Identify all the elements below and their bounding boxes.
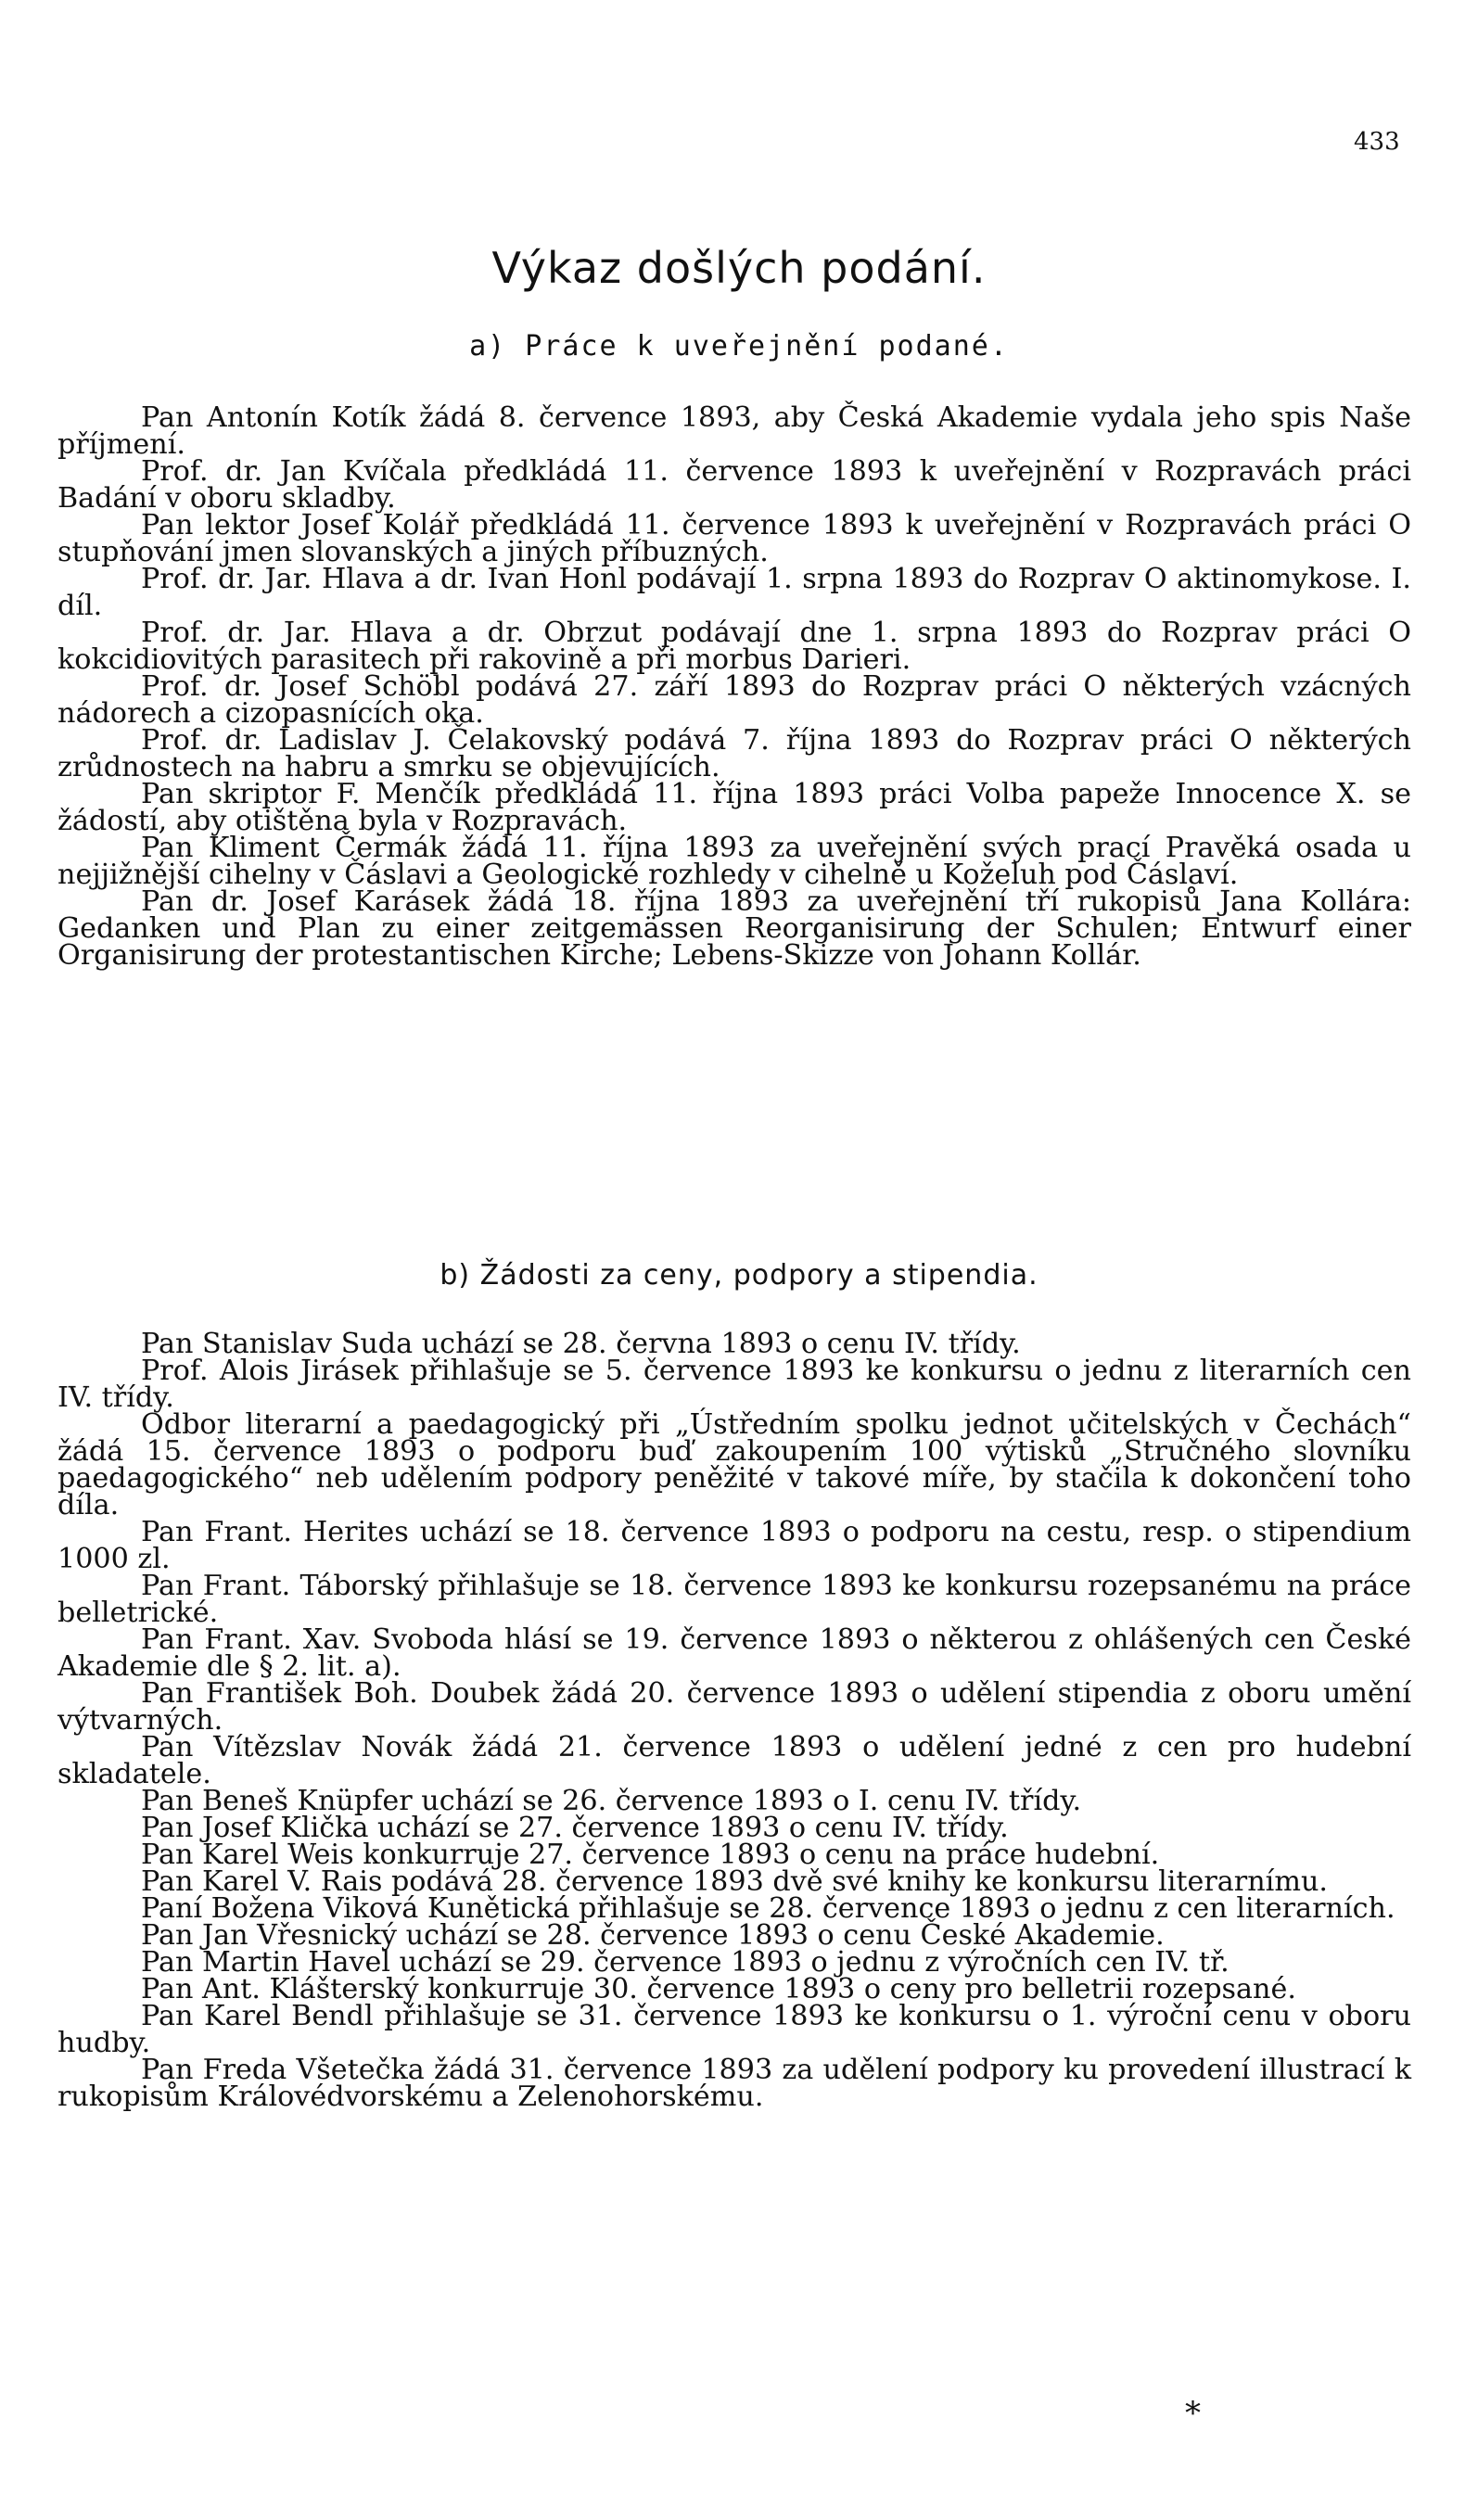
end-mark: * — [1185, 2395, 1201, 2432]
entry: Pan Frant. Herites uchází se 18. července 1893 o podporu na cestu, resp. o stipendium 1000 zl. — [57, 1516, 1411, 1575]
entry: Pan dr. Josef Karásek žádá 18. října 1893 za uveřejnění tří rukopisů Jana Kollára: Gedanken und Plan zu einer zeitgemässen Reorganisirung der Schulen; Entwurf einer Organisirung der protestantischen Kirche; Lebens-Skizze von Johann Kollár. — [57, 885, 1411, 972]
entry: Odbor literarní a paedagogický při „Ústředním spolku jednot učitelských v Čechách“ žádá 15. července 1893 o podporu buď zakoupením 100 výtisků „Stručného slovníku paedagogického“ neb udělením podpory peněžité v takové míře, by stačila k dokončení toho díla. — [57, 1408, 1411, 1521]
entry: Pan Josef Klička uchází se 27. července 1893 o cenu IV. třídy. — [141, 1812, 1009, 1844]
entry: Pan František Boh. Doubek žádá 20. července 1893 o udělení stipendia z oboru umění výtvarných. — [57, 1677, 1411, 1737]
entry: Pan Karel Weis konkurruje 27. července 1893 o cenu na práce hudební. — [141, 1839, 1160, 1871]
entry: Pan Antonín Kotík žádá 8. července 1893, aby Česká Akademie vydala jeho spis Naše příjmení. — [57, 401, 1411, 461]
entry: Pan Jan Vřesnický uchází se 28. července 1893 o cenu České Akademie. — [141, 1919, 1165, 1952]
entry: Pan Karel V. Rais podává 28. července 1893 dvě své knihy ke konkursu literarnímu. — [141, 1865, 1328, 1898]
entry: Pan Karel Bendl přihlašuje se 31. července 1893 ke konkursu o 1. výroční cenu v oboru hudby. — [57, 2000, 1411, 2059]
section-a-heading: a) Práce k uveřejnění podané. — [469, 330, 1009, 363]
entry: Prof. dr. Jar. Hlava a dr. Ivan Honl podávají 1. srpna 1893 do Rozprav O aktinomykose. I. díl. — [57, 563, 1411, 622]
entry: Pan skriptor F. Menčík předkládá 11. října 1893 práci Volba papeže Innocence X. se žádostí, aby otištěna byla v Rozpravách. — [57, 778, 1411, 837]
section-a-list — [57, 401, 1411, 972]
entry: Prof. dr. Jar. Hlava a dr. Obrzut podávají dne 1. srpna 1893 do Rozprav práci O kokcidiovitých parasitech při rakovině a při morbus Darieri. — [57, 617, 1411, 676]
entry: Prof. dr. Ladislav J. Čelakovský podává 7. října 1893 do Rozprav práci O některých zrůdnostech na habru a smrku se objevujících. — [57, 724, 1411, 783]
entry: Pan Vítězslav Novák žádá 21. července 1893 o udělení jedné z cen pro hudební skladatele. — [57, 1731, 1411, 1790]
entry: Pan Frant. Xav. Svoboda hlásí se 19. července 1893 o některou z ohlášených cen České Akademie dle § 2. lit. a). — [57, 1623, 1411, 1683]
page-number: 433 — [1354, 128, 1400, 156]
entry: Pan Martin Havel uchází se 29. července 1893 o jednu z výročních cen IV. tř. — [141, 1946, 1230, 1979]
entry: Prof. Alois Jirásek přihlašuje se 5. července 1893 ke konkursu o jednu z literarních cen IV. třídy. — [57, 1355, 1411, 1414]
section-b-heading: b) Žádosti za ceny, podpory a stipendia. — [440, 1259, 1038, 1292]
entry: Pan Freda Všetečka žádá 31. července 1893 za udělení podpory ku provedení illustrací k rukopisům Královédvorskému a Zelenohorskému. — [57, 2054, 1411, 2113]
entry: Pan Beneš Knüpfer uchází se 26. července 1893 o I. cenu IV. třídy. — [141, 1785, 1082, 1817]
entry: Pan Frant. Táborský přihlašuje se 18. července 1893 ke konkursu rozepsanému na práce belletrické. — [57, 1570, 1411, 1629]
entry: Prof. dr. Jan Kvíčala předkládá 11. července 1893 k uveřejnění v Rozpravách práci Badání v oboru skladby. — [57, 455, 1411, 515]
entry: Pan Ant. Klášterský konkurruje 30. července 1893 o ceny pro belletrii rozepsané. — [141, 1973, 1296, 2005]
section-b-list — [57, 1328, 1411, 2113]
page-title: Výkaz došlých podání. — [491, 243, 987, 293]
entry: Paní Božena Viková Kunětická přihlašuje se 28. července 1893 o jednu z cen literarních. — [141, 1892, 1395, 1925]
entry: Pan Kliment Čermák žádá 11. října 1893 za uveřejnění svých prací Pravěká osada u nejjižnější cihelny v Čáslavi a Geologické rozhledy v cihelně u Koželuh pod Čáslaví. — [57, 832, 1411, 891]
entry: Pan Stanislav Suda uchází se 28. června 1893 o cenu IV. třídy. — [141, 1328, 1021, 1360]
entry: Prof. dr. Josef Schöbl podává 27. září 1893 do Rozprav práci O některých vzácných nádorech a cizopasnících oka. — [57, 670, 1411, 730]
entry: Pan lektor Josef Kolář předkládá 11. července 1893 k uveřejnění v Rozpravách práci O stupňování jmen slovanských a jiných příbuzných. — [57, 509, 1411, 568]
